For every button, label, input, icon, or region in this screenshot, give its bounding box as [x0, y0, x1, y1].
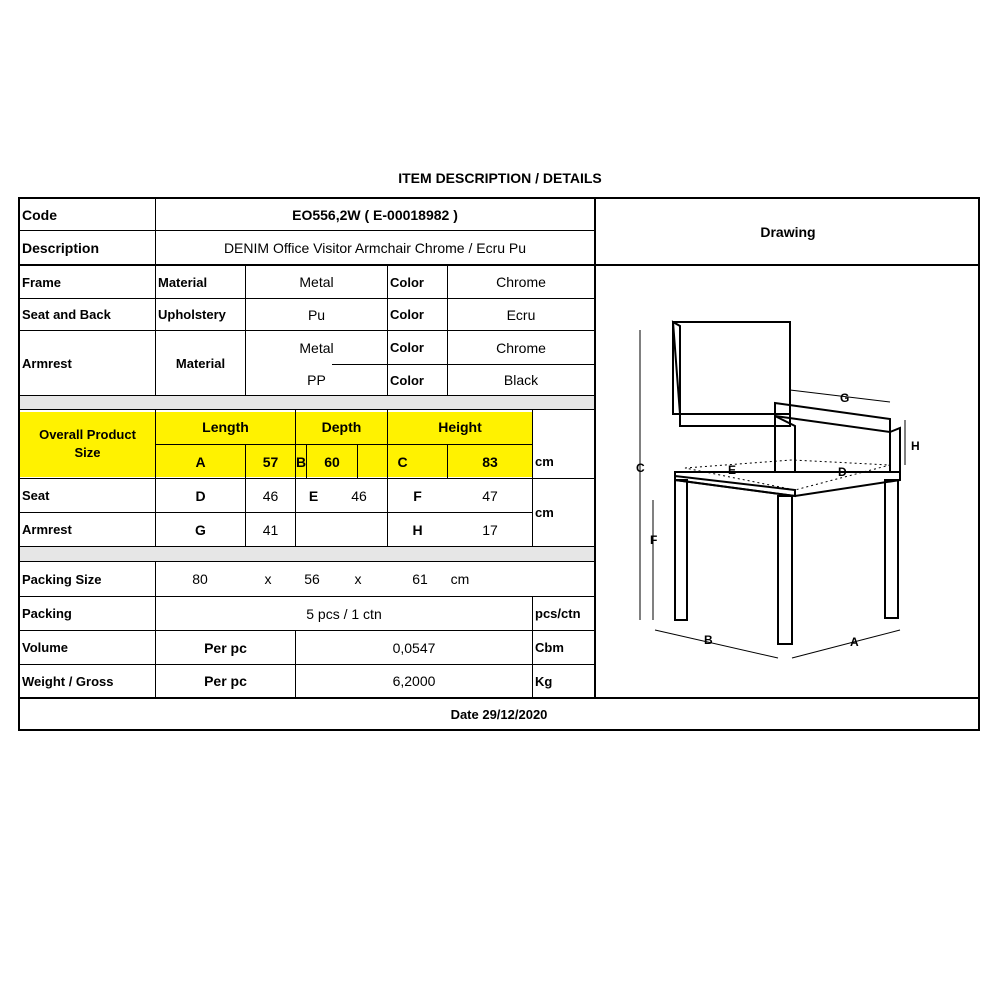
length-header: Length — [202, 419, 249, 435]
frame-color: Chrome — [496, 274, 546, 290]
armrest-color-2: Black — [503, 372, 539, 388]
armrest-dims-label: Armrest — [22, 522, 72, 537]
dim-e-value: 46 — [351, 487, 367, 504]
dim-d-label: D — [195, 487, 206, 504]
depth-header: Depth — [321, 419, 362, 435]
drawing-letter-c: C — [636, 461, 645, 475]
dim-a-label: A — [195, 453, 206, 470]
separator-strip — [20, 395, 594, 409]
drawing-letter-d: D — [838, 465, 847, 479]
height-header: Height — [438, 419, 482, 435]
armrest-material-1: Metal — [299, 339, 334, 356]
packing-x-2: x — [354, 571, 362, 587]
drawing-letter-a: A — [850, 635, 859, 649]
packing-unit-label: pcs/ctn — [535, 606, 581, 621]
seat-back-material-label: Upholstery — [158, 307, 226, 322]
packing-width: 56 — [304, 571, 320, 587]
dim-h-label: H — [412, 521, 423, 538]
overall-unit: cm — [535, 454, 554, 469]
drawing-letter-g: G — [840, 391, 850, 405]
weight-label: Weight / Gross — [22, 673, 114, 689]
packing-x-1: x — [264, 571, 272, 587]
armrest-color-label-1: Color — [390, 340, 424, 355]
volume-value: 0,0547 — [392, 639, 436, 656]
drawing-letter-b: B — [704, 633, 713, 647]
volume-label: Volume — [22, 640, 68, 655]
packing-unit: cm — [450, 571, 470, 587]
volume-unit: Cbm — [535, 640, 564, 655]
dim-f-label: F — [413, 487, 422, 504]
seat-back-color-label: Color — [390, 307, 424, 322]
dim-b-value: 60 — [324, 453, 340, 470]
drawing-label: Drawing — [760, 224, 816, 240]
volume-per: Per pc — [204, 639, 247, 656]
frame-color-label: Color — [390, 274, 424, 290]
chair-drawing — [600, 300, 970, 680]
document-title: ITEM DESCRIPTION / DETAILS — [398, 170, 602, 186]
drawing-letter-f: F — [650, 533, 658, 547]
weight-unit: Kg — [535, 673, 553, 689]
armrest-label: Armrest — [22, 355, 72, 371]
frame-material-label: Material — [158, 274, 208, 290]
dim-d-value: 46 — [262, 487, 279, 504]
separator-strip — [20, 547, 594, 561]
packing-height: 61 — [412, 571, 428, 587]
date-footer: Date 29/12/2020 — [450, 706, 548, 722]
seat-dims-label: Seat — [22, 488, 50, 503]
dim-c-value: 83 — [482, 453, 498, 470]
seat-back-color: Ecru — [506, 306, 536, 323]
dim-f-value: 47 — [482, 487, 498, 504]
dim-a-value: 57 — [262, 453, 279, 470]
code-value: EO556,2W ( E-00018982 ) — [292, 206, 458, 223]
description-value: DENIM Office Visitor Armchair Chrome / Ecru Pu — [223, 239, 527, 256]
drawing-letter-h: H — [911, 439, 920, 453]
armrest-color-1: Chrome — [496, 339, 546, 356]
seat-armrest-unit: cm — [535, 505, 554, 520]
chair-line-drawing — [600, 300, 970, 680]
armrest-material-2: PP — [307, 372, 326, 388]
armrest-material-label: Material — [175, 355, 226, 371]
seat-back-material: Pu — [307, 306, 326, 323]
dim-h-value: 17 — [482, 521, 498, 538]
packing-length: 80 — [192, 571, 208, 587]
description-label: Description — [22, 239, 100, 256]
dim-g-label: G — [195, 521, 206, 538]
seat-back-label: Seat and Back — [22, 307, 111, 322]
drawing-letter-e: E — [728, 463, 737, 477]
code-label: Code — [22, 206, 57, 223]
packing-size-label: Packing Size — [22, 571, 102, 587]
weight-per: Per pc — [204, 673, 247, 689]
frame-material: Metal — [299, 274, 334, 290]
dim-c-label: C — [397, 453, 408, 470]
armrest-color-label-2: Color — [390, 372, 424, 388]
weight-value: 6,2000 — [392, 673, 436, 689]
packing-value: 5 pcs / 1 ctn — [306, 605, 382, 622]
dim-b-label: B — [296, 453, 306, 470]
frame-label: Frame — [22, 274, 62, 290]
packing-label: Packing — [22, 606, 72, 621]
overall-size-label — [20, 410, 155, 478]
dim-e-label: E — [308, 487, 319, 504]
overall-size-text: Overall Product Size — [39, 427, 136, 460]
dim-g-value: 41 — [262, 521, 279, 538]
